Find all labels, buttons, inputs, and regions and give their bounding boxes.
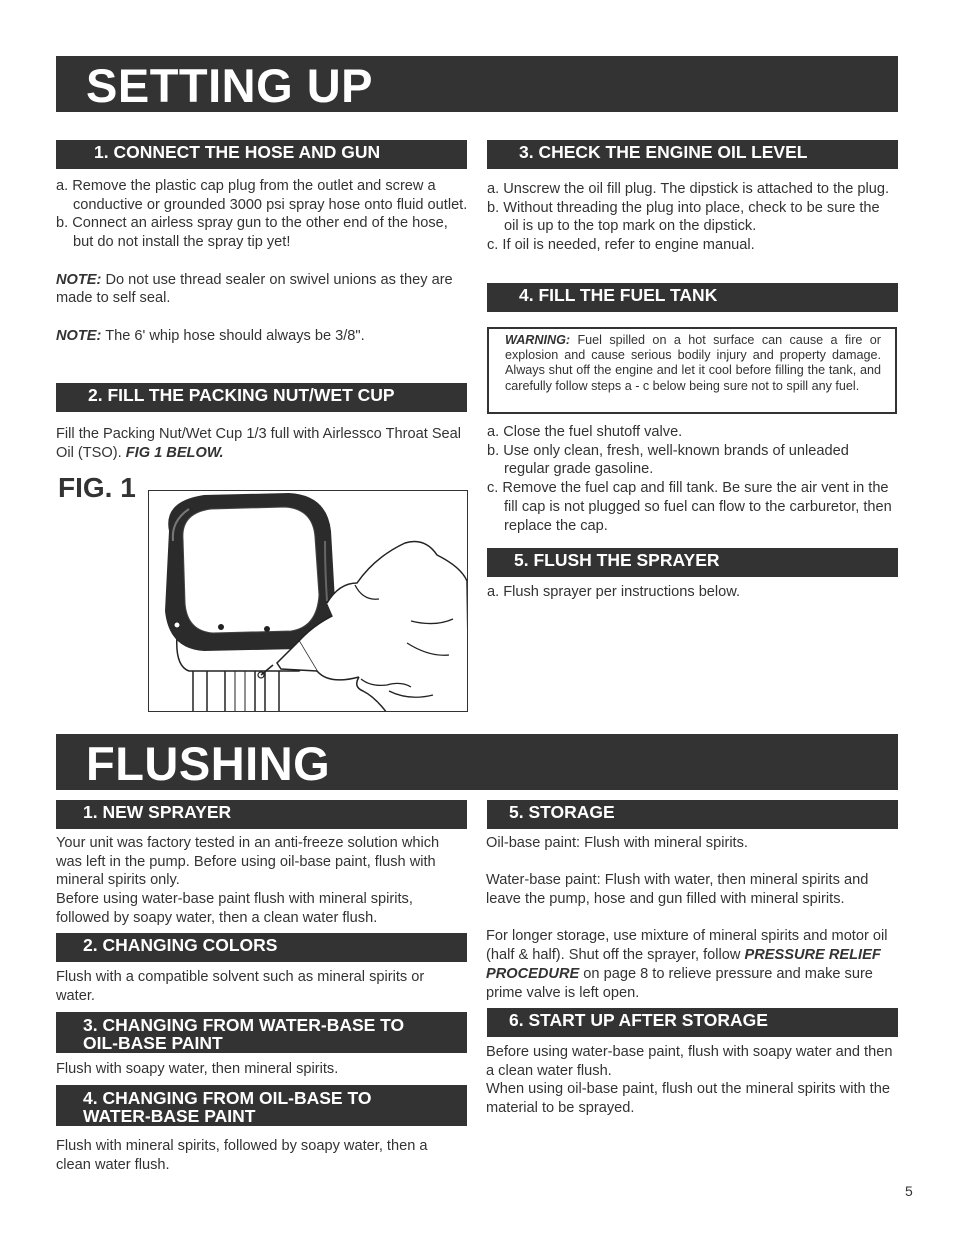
list-item: a. Remove the plastic cap plug from the outlet and screw a conductive or grounded 3000 psi spray hose onto fluid outlet. xyxy=(56,178,468,213)
section-connect-hose-header: 1. CONNECT THE HOSE AND GUN xyxy=(56,140,467,169)
list-item: c. If oil is needed, refer to engine manual. xyxy=(487,237,755,254)
list-item: a. Flush sprayer per instructions below. xyxy=(487,584,741,600)
section-oil-to-water-header: 4. CHANGING FROM OIL-BASE TO WATER-BASE PAINT xyxy=(56,1085,467,1126)
packing-nut-oil-bottle-icon xyxy=(149,491,468,712)
section-oil-to-water-body: Flush with mineral spirits, followed by soapy water, then a clean water flush. xyxy=(56,1138,428,1173)
figure-label: FIG. 1 xyxy=(58,472,136,503)
flushing-title: FLUSHING xyxy=(86,737,331,790)
warning-label: WARNING: xyxy=(505,333,571,347)
list-item: a. Close the fuel shutoff valve. xyxy=(487,424,683,440)
section-flush-sprayer-body xyxy=(487,583,892,602)
list-item: c. Remove the fuel cap and fill tank. Be sure the air vent in the fill cap is not plugged so fuel can flow to the carburetor, then replace the cap. xyxy=(487,480,892,534)
section-flush-sprayer-header: 5. FLUSH THE SPRAYER xyxy=(487,548,898,577)
figure-1-illustration xyxy=(148,490,468,712)
section-new-sprayer-header: 1. NEW SPRAYER xyxy=(56,800,467,829)
section-new-sprayer-body: Your unit was factory tested in an anti-freeze solution which was left in the pump. Before using oil-base paint, flush with mineral spirits only. Before using water-base paint flush with mineral spirits, followed by soapy water, then a clean water flush. xyxy=(56,835,440,926)
section-engine-oil-header: 3. CHECK THE ENGINE OIL LEVEL xyxy=(487,140,898,169)
list-item: b. Use only clean, fresh, well-known brands of unleaded regular grade gasoline. xyxy=(487,442,849,478)
setting-up-title: SETTING UP xyxy=(86,59,374,112)
section-water-to-oil-body: Flush with soapy water, then mineral spirits. xyxy=(56,1061,339,1077)
section-fuel-tank-header: 4. FILL THE FUEL TANK xyxy=(487,283,898,312)
section-packing-nut-body: Fill the Packing Nut/Wet Cup 1/3 full with Airlessco Throat Seal Oil (TSO). FIG 1 BELOW. xyxy=(56,426,462,461)
section-changing-colors-body: Flush with a compatible solvent such as mineral spirits or water. xyxy=(56,969,425,1004)
list-item: b. Connect an airless spray gun to the other end of the hose, but do not install the spray tip yet! xyxy=(56,215,448,251)
section-storage-header: 5. STORAGE xyxy=(487,800,898,829)
fuel-warning-box xyxy=(487,327,897,414)
section-fuel-tank-body xyxy=(487,423,892,535)
section-packing-nut-header: 2. FILL THE PACKING NUT/WET CUP xyxy=(56,383,467,412)
section-start-up-body: Before using water-base paint, flush with soapy water and then a clean water flush. When using oil-base paint, flush out the mineral spirits with the material to be sprayed. xyxy=(486,1044,893,1117)
list-item: b. Without threading the plug into place, check to be sure the oil is up to the top mark on the dipstick. xyxy=(487,199,880,235)
section-connect-hose-body xyxy=(56,177,468,345)
section-changing-colors-header: 2. CHANGING COLORS xyxy=(56,933,467,962)
pressure-relief-reference: PRESSURE RELIEF PROCEDURE xyxy=(486,947,881,982)
list-item: a. Unscrew the oil fill plug. The dipstick is attached to the plug. xyxy=(487,181,890,197)
section-water-to-oil-header: 3. CHANGING FROM WATER-BASE TO OIL-BASE PAINT xyxy=(56,1012,467,1053)
section-engine-oil-body xyxy=(487,180,892,255)
warning-text: Fuel spilled on a hot surface can cause a fire or explosion and cause serious bodily injury and property damage. Always shut off the engine and let it cool before filling the tank, and carefully follow steps a - c below being sure not to spill any fuel. xyxy=(505,333,881,393)
fig-reference: FIG 1 BELOW. xyxy=(125,444,224,461)
page-number: 5 xyxy=(905,1183,913,1199)
setting-up-banner xyxy=(56,56,898,112)
flushing-banner xyxy=(56,734,898,790)
section-start-up-header: 6. START UP AFTER STORAGE xyxy=(487,1008,898,1037)
note-thread-sealer: NOTE: Do not use thread sealer on swivel unions as they are made to self seal. xyxy=(56,271,453,307)
note-whip-hose: NOTE: The 6' whip hose should always be 3/8". xyxy=(56,327,365,344)
section-storage-body: Oil-base paint: Flush with mineral spirits. Water-base paint: Flush with water, then mineral spirits and leave the pump, hose and gun filled with mineral spirits. For longer storage, use mixture of mineral spirits and motor oil (half & half). Shut off the sprayer, follow PRESSURE RELIEF PROCEDURE on page 8 to relieve pressure and make sure prime valve is left open. xyxy=(486,835,888,1001)
